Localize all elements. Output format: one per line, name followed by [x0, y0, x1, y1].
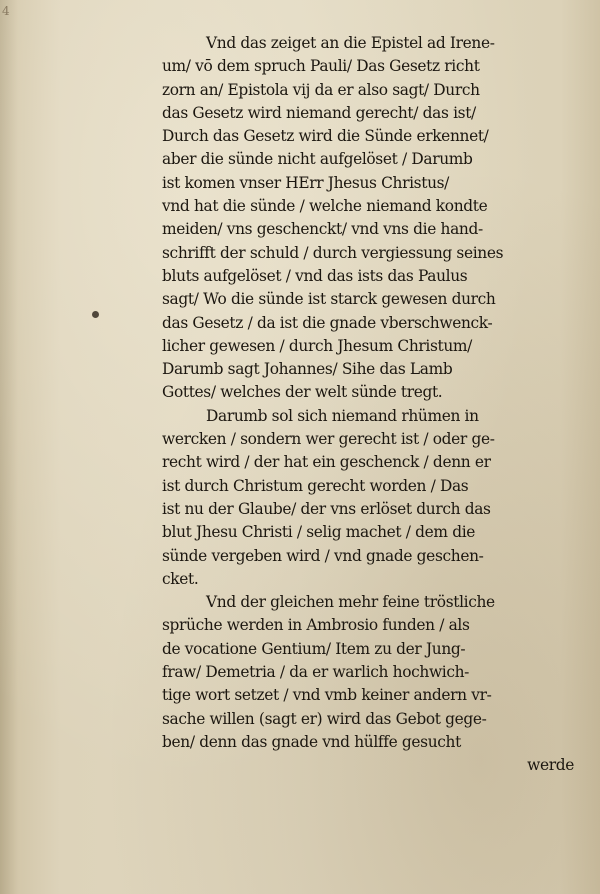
text-line: ben/ denn das gnade vnd hülffe gesucht: [162, 732, 461, 751]
text-line: Vnd der gleichen mehr feine tröstliche: [206, 593, 495, 612]
text-line: de vocatione Gentium/ Item zu der Jung-: [162, 639, 466, 658]
text-line: vnd hat die sünde / welche niemand kondte: [162, 197, 488, 216]
text-line: Durch das Gesetz wird die Sünde erkennet/: [162, 127, 489, 146]
text-line: aber die sünde nicht aufgelöset / Darumb: [162, 150, 473, 169]
text-line: Darumb sagt Johannes/ Sihe das Lamb: [162, 360, 453, 379]
text-line: um/ vō dem spruch Pauli/ Das Gesetz richt: [162, 57, 480, 76]
text-line: licher gewesen / durch Jhesum Christum/: [162, 336, 472, 355]
text-line: sünde vergeben wird / vnd gnade geschen-: [162, 546, 484, 565]
text-line: blut Jhesu Christi / selig machet / dem die: [162, 523, 476, 542]
text-line: ist komen vnser HErr Jhesus Christus/: [162, 173, 450, 192]
text-line: Gottes/ welches der welt sünde tregt.: [162, 383, 443, 402]
text-line: meiden/ vns geschenckt/ vnd vns die hand-: [162, 220, 483, 239]
text-line: sprüche werden in Ambrosio funden / als: [162, 616, 470, 635]
text-line: fraw/ Demetria / da er warlich hochwich-: [162, 663, 470, 682]
page-corner-mark: 4: [2, 4, 10, 18]
text-line: cket.: [162, 569, 199, 588]
text-line: ist nu der Glaube/ der vns erlöset durch das: [162, 499, 491, 518]
body-text: [162, 32, 582, 778]
text-line: recht wird / der hat ein geschenck / denn er: [162, 453, 491, 472]
text-line: wercken / sondern wer gerecht ist / oder ge-: [162, 430, 495, 449]
text-line: sagt/ Wo die sünde ist starck gewesen durch: [162, 290, 496, 309]
text-line: tige wort setzet / vnd vmb keiner andern vr-: [162, 686, 492, 705]
text-line: bluts aufgelöset / vnd das ists das Paulus: [162, 266, 468, 285]
text-line: das Gesetz / da ist die gnade vberschwenck-: [162, 313, 493, 332]
text-line: ist durch Christum gerecht worden / Das: [162, 476, 469, 495]
text-line: Darumb sol sich niemand rhümen in: [206, 406, 479, 425]
text-line: schrifft der schuld / durch vergiessung seines: [162, 243, 504, 262]
ink-spot: [92, 311, 99, 318]
text-line: sache willen (sagt er) wird das Gebot gege-: [162, 709, 487, 728]
text-line: das Gesetz wird niemand gerecht/ das ist/: [162, 103, 476, 122]
text-line: Vnd das zeiget an die Epistel ad Irene-: [206, 34, 495, 52]
catchword: werde: [527, 756, 574, 775]
text-line: zorn an/ Epistola vij da er also sagt/ Durch: [162, 80, 480, 99]
